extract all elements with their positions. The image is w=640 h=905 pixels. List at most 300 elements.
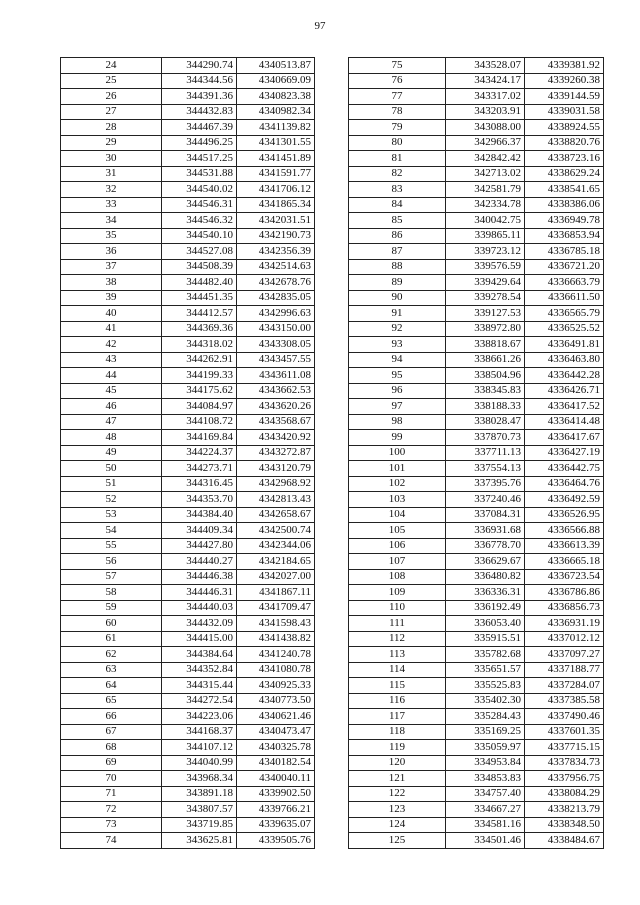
point-number-cell: 25 [61,73,162,89]
table-row [349,476,604,492]
table-row [349,771,604,787]
table-row [349,709,604,725]
table-row [61,414,315,430]
y-coordinate-cell: 4340982.34 [237,104,315,120]
table-row [349,259,604,275]
x-coordinate-cell: 344540.02 [162,182,237,198]
y-coordinate-cell: 4336566.88 [525,523,604,539]
x-coordinate-cell: 344384.64 [162,647,237,663]
x-coordinate-cell: 344496.25 [162,135,237,151]
point-number-cell: 47 [61,414,162,430]
table-row [349,461,604,477]
table-row [61,213,315,229]
point-number-cell: 112 [349,631,446,647]
table-row [61,244,315,260]
point-number-cell: 105 [349,523,446,539]
point-number-cell: 62 [61,647,162,663]
point-number-cell: 29 [61,135,162,151]
x-coordinate-cell: 334757.40 [446,786,525,802]
y-coordinate-cell: 4343611.08 [237,368,315,384]
point-number-cell: 116 [349,693,446,709]
y-coordinate-cell: 4337385.58 [525,693,604,709]
y-coordinate-cell: 4339902.50 [237,786,315,802]
y-coordinate-cell: 4343120.79 [237,461,315,477]
x-coordinate-cell: 336053.40 [446,616,525,632]
table-row [61,538,315,554]
y-coordinate-cell: 4336464.76 [525,476,604,492]
y-coordinate-cell: 4336525.52 [525,321,604,337]
point-number-cell: 41 [61,321,162,337]
table-row [61,197,315,213]
y-coordinate-cell: 4342996.63 [237,306,315,322]
point-number-cell: 95 [349,368,446,384]
table-row [61,709,315,725]
x-coordinate-cell: 344169.84 [162,430,237,446]
point-number-cell: 99 [349,430,446,446]
table-row [349,786,604,802]
y-coordinate-cell: 4337284.07 [525,678,604,694]
table-row [349,120,604,136]
x-coordinate-cell: 344318.02 [162,337,237,353]
x-coordinate-cell: 344508.39 [162,259,237,275]
table-row [61,678,315,694]
table-row [61,523,315,539]
table-row [61,600,315,616]
y-coordinate-cell: 4336463.80 [525,352,604,368]
point-number-cell: 42 [61,337,162,353]
x-coordinate-cell: 338028.47 [446,414,525,430]
x-coordinate-cell: 338972.80 [446,321,525,337]
x-coordinate-cell: 335059.97 [446,740,525,756]
table-row [349,802,604,818]
x-coordinate-cell: 339429.64 [446,275,525,291]
y-coordinate-cell: 4339260.38 [525,73,604,89]
table-row [349,213,604,229]
x-coordinate-cell: 344262.91 [162,352,237,368]
point-number-cell: 113 [349,647,446,663]
x-coordinate-cell: 334581.16 [446,817,525,833]
y-coordinate-cell: 4342344.06 [237,538,315,554]
x-coordinate-cell: 343719.85 [162,817,237,833]
y-coordinate-cell: 4337834.73 [525,755,604,771]
point-number-cell: 63 [61,662,162,678]
table-row [349,399,604,415]
table-row [349,616,604,632]
table-row [349,507,604,523]
coordinates-table-right [348,57,604,849]
y-coordinate-cell: 4342190.73 [237,228,315,244]
table-row [349,368,604,384]
x-coordinate-cell: 344546.31 [162,197,237,213]
point-number-cell: 75 [349,58,446,74]
point-number-cell: 33 [61,197,162,213]
y-coordinate-cell: 4342514.63 [237,259,315,275]
table-row [61,662,315,678]
y-coordinate-cell: 4338924.55 [525,120,604,136]
x-coordinate-cell: 344175.62 [162,383,237,399]
x-coordinate-cell: 336778.70 [446,538,525,554]
y-coordinate-cell: 4336665.18 [525,554,604,570]
point-number-cell: 40 [61,306,162,322]
point-number-cell: 37 [61,259,162,275]
point-number-cell: 104 [349,507,446,523]
y-coordinate-cell: 4337188.77 [525,662,604,678]
x-coordinate-cell: 343203.91 [446,104,525,120]
point-number-cell: 44 [61,368,162,384]
y-coordinate-cell: 4336414.48 [525,414,604,430]
y-coordinate-cell: 4336931.19 [525,616,604,632]
point-number-cell: 55 [61,538,162,554]
table-row [61,166,315,182]
x-coordinate-cell: 336931.68 [446,523,525,539]
table-row [61,771,315,787]
x-coordinate-cell: 344315.44 [162,678,237,694]
y-coordinate-cell: 4336442.75 [525,461,604,477]
point-number-cell: 71 [61,786,162,802]
x-coordinate-cell: 344517.25 [162,151,237,167]
point-number-cell: 115 [349,678,446,694]
point-number-cell: 36 [61,244,162,260]
y-coordinate-cell: 4336492.59 [525,492,604,508]
y-coordinate-cell: 4336949.78 [525,213,604,229]
x-coordinate-cell: 344415.00 [162,631,237,647]
point-number-cell: 84 [349,197,446,213]
x-coordinate-cell: 339576.59 [446,259,525,275]
x-coordinate-cell: 336480.82 [446,569,525,585]
point-number-cell: 81 [349,151,446,167]
table-row [349,817,604,833]
point-number-cell: 58 [61,585,162,601]
point-number-cell: 121 [349,771,446,787]
x-coordinate-cell: 337554.13 [446,461,525,477]
table-row [61,275,315,291]
point-number-cell: 56 [61,554,162,570]
x-coordinate-cell: 344040.99 [162,755,237,771]
table-row [61,476,315,492]
x-coordinate-cell: 344451.35 [162,290,237,306]
y-coordinate-cell: 4343620.26 [237,399,315,415]
point-number-cell: 88 [349,259,446,275]
table-row [61,89,315,105]
y-coordinate-cell: 4336442.28 [525,368,604,384]
table-row [349,151,604,167]
y-coordinate-cell: 4336565.79 [525,306,604,322]
y-coordinate-cell: 4337012.12 [525,631,604,647]
table-row [349,647,604,663]
x-coordinate-cell: 344540.10 [162,228,237,244]
x-coordinate-cell: 343317.02 [446,89,525,105]
y-coordinate-cell: 4342027.00 [237,569,315,585]
point-number-cell: 107 [349,554,446,570]
point-number-cell: 32 [61,182,162,198]
table-row [61,104,315,120]
y-coordinate-cell: 4342031.51 [237,213,315,229]
point-number-cell: 90 [349,290,446,306]
table-row [349,383,604,399]
table-row [349,554,604,570]
table-row [349,833,604,849]
y-coordinate-cell: 4342658.67 [237,507,315,523]
table-row [349,445,604,461]
point-number-cell: 45 [61,383,162,399]
table-row [349,755,604,771]
table-row [349,600,604,616]
point-number-cell: 96 [349,383,446,399]
x-coordinate-cell: 342966.37 [446,135,525,151]
y-coordinate-cell: 4340773.50 [237,693,315,709]
x-coordinate-cell: 344391.36 [162,89,237,105]
x-coordinate-cell: 344409.34 [162,523,237,539]
x-coordinate-cell: 344352.84 [162,662,237,678]
point-number-cell: 72 [61,802,162,818]
x-coordinate-cell: 343891.18 [162,786,237,802]
table-row [61,755,315,771]
table-row [61,507,315,523]
x-coordinate-cell: 334501.46 [446,833,525,849]
y-coordinate-cell: 4341080.78 [237,662,315,678]
x-coordinate-cell: 337395.76 [446,476,525,492]
point-number-cell: 48 [61,430,162,446]
y-coordinate-cell: 4338348.50 [525,817,604,833]
point-number-cell: 64 [61,678,162,694]
table-row [61,228,315,244]
point-number-cell: 26 [61,89,162,105]
point-number-cell: 76 [349,73,446,89]
table-row [61,802,315,818]
y-coordinate-cell: 4343662.53 [237,383,315,399]
y-coordinate-cell: 4340669.09 [237,73,315,89]
y-coordinate-cell: 4336856.73 [525,600,604,616]
y-coordinate-cell: 4336526.95 [525,507,604,523]
point-number-cell: 69 [61,755,162,771]
table-row [61,786,315,802]
table-row [61,399,315,415]
table-row [61,337,315,353]
coordinates-table-left [60,57,315,849]
table-row [61,151,315,167]
x-coordinate-cell: 342713.02 [446,166,525,182]
table-row [349,228,604,244]
x-coordinate-cell: 344290.74 [162,58,237,74]
y-coordinate-cell: 4338386.06 [525,197,604,213]
table-row [61,430,315,446]
table-row [349,89,604,105]
point-number-cell: 93 [349,337,446,353]
table-row [349,244,604,260]
table-row [61,182,315,198]
point-number-cell: 80 [349,135,446,151]
y-coordinate-cell: 4336417.52 [525,399,604,415]
table-row [61,569,315,585]
table-row [61,647,315,663]
point-number-cell: 122 [349,786,446,802]
x-coordinate-cell: 334667.27 [446,802,525,818]
point-number-cell: 118 [349,724,446,740]
point-number-cell: 97 [349,399,446,415]
x-coordinate-cell: 344531.88 [162,166,237,182]
point-number-cell: 39 [61,290,162,306]
x-coordinate-cell: 343528.07 [446,58,525,74]
x-coordinate-cell: 338188.33 [446,399,525,415]
point-number-cell: 94 [349,352,446,368]
y-coordinate-cell: 4338084.29 [525,786,604,802]
y-coordinate-cell: 4341865.34 [237,197,315,213]
y-coordinate-cell: 4336426.71 [525,383,604,399]
x-coordinate-cell: 339278.54 [446,290,525,306]
y-coordinate-cell: 4336613.39 [525,538,604,554]
x-coordinate-cell: 344527.08 [162,244,237,260]
y-coordinate-cell: 4342678.76 [237,275,315,291]
y-coordinate-cell: 4341139.82 [237,120,315,136]
y-coordinate-cell: 4340823.38 [237,89,315,105]
x-coordinate-cell: 344107.12 [162,740,237,756]
x-coordinate-cell: 344223.06 [162,709,237,725]
y-coordinate-cell: 4341451.89 [237,151,315,167]
point-number-cell: 27 [61,104,162,120]
x-coordinate-cell: 337870.73 [446,430,525,446]
table-row [349,414,604,430]
point-number-cell: 68 [61,740,162,756]
point-number-cell: 120 [349,755,446,771]
table-row [61,135,315,151]
table-row [61,290,315,306]
x-coordinate-cell: 344440.03 [162,600,237,616]
table-row [61,368,315,384]
table-row [349,182,604,198]
y-coordinate-cell: 4338820.76 [525,135,604,151]
y-coordinate-cell: 4336785.18 [525,244,604,260]
point-number-cell: 31 [61,166,162,182]
x-coordinate-cell: 343424.17 [446,73,525,89]
x-coordinate-cell: 344446.31 [162,585,237,601]
y-coordinate-cell: 4338484.67 [525,833,604,849]
table-row [61,833,315,849]
table-row [349,662,604,678]
y-coordinate-cell: 4336853.94 [525,228,604,244]
point-number-cell: 83 [349,182,446,198]
point-number-cell: 49 [61,445,162,461]
y-coordinate-cell: 4342835.05 [237,290,315,306]
table-row [349,290,604,306]
x-coordinate-cell: 344440.27 [162,554,237,570]
x-coordinate-cell: 343807.57 [162,802,237,818]
point-number-cell: 85 [349,213,446,229]
x-coordinate-cell: 338661.26 [446,352,525,368]
x-coordinate-cell: 343968.34 [162,771,237,787]
y-coordinate-cell: 4339031.58 [525,104,604,120]
table-row [349,538,604,554]
x-coordinate-cell: 343088.00 [446,120,525,136]
x-coordinate-cell: 337240.46 [446,492,525,508]
x-coordinate-cell: 335915.51 [446,631,525,647]
table-row [349,724,604,740]
point-number-cell: 109 [349,585,446,601]
y-coordinate-cell: 4340925.33 [237,678,315,694]
x-coordinate-cell: 344412.57 [162,306,237,322]
x-coordinate-cell: 344369.36 [162,321,237,337]
y-coordinate-cell: 4341867.11 [237,585,315,601]
y-coordinate-cell: 4340182.54 [237,755,315,771]
point-number-cell: 78 [349,104,446,120]
x-coordinate-cell: 343625.81 [162,833,237,849]
x-coordinate-cell: 335651.57 [446,662,525,678]
y-coordinate-cell: 4338629.24 [525,166,604,182]
x-coordinate-cell: 342334.78 [446,197,525,213]
x-coordinate-cell: 335782.68 [446,647,525,663]
point-number-cell: 61 [61,631,162,647]
y-coordinate-cell: 4343568.67 [237,414,315,430]
x-coordinate-cell: 344432.09 [162,616,237,632]
y-coordinate-cell: 4343150.00 [237,321,315,337]
table-row [349,523,604,539]
table-row [61,616,315,632]
x-coordinate-cell: 344446.38 [162,569,237,585]
point-number-cell: 67 [61,724,162,740]
table-row [61,306,315,322]
table-row [61,554,315,570]
point-number-cell: 50 [61,461,162,477]
point-number-cell: 77 [349,89,446,105]
table-row [61,352,315,368]
table-row [349,337,604,353]
table-row [349,135,604,151]
x-coordinate-cell: 339723.12 [446,244,525,260]
y-coordinate-cell: 4337956.75 [525,771,604,787]
x-coordinate-cell: 336336.31 [446,585,525,601]
x-coordinate-cell: 340042.75 [446,213,525,229]
point-number-cell: 89 [349,275,446,291]
point-number-cell: 65 [61,693,162,709]
y-coordinate-cell: 4336427.19 [525,445,604,461]
x-coordinate-cell: 338345.83 [446,383,525,399]
point-number-cell: 57 [61,569,162,585]
point-number-cell: 73 [61,817,162,833]
point-number-cell: 106 [349,538,446,554]
table-row [61,461,315,477]
point-number-cell: 114 [349,662,446,678]
x-coordinate-cell: 337084.31 [446,507,525,523]
table-row [349,73,604,89]
y-coordinate-cell: 4342968.92 [237,476,315,492]
point-number-cell: 82 [349,166,446,182]
point-number-cell: 123 [349,802,446,818]
table-row [61,585,315,601]
x-coordinate-cell: 334953.84 [446,755,525,771]
y-coordinate-cell: 4341706.12 [237,182,315,198]
x-coordinate-cell: 344353.70 [162,492,237,508]
x-coordinate-cell: 342581.79 [446,182,525,198]
table-row [349,693,604,709]
y-coordinate-cell: 4341240.78 [237,647,315,663]
point-number-cell: 125 [349,833,446,849]
y-coordinate-cell: 4340325.78 [237,740,315,756]
y-coordinate-cell: 4341438.82 [237,631,315,647]
point-number-cell: 30 [61,151,162,167]
x-coordinate-cell: 336629.67 [446,554,525,570]
table-row [349,104,604,120]
table-row [349,275,604,291]
y-coordinate-cell: 4342356.39 [237,244,315,260]
table-row [349,58,604,74]
point-number-cell: 110 [349,600,446,616]
point-number-cell: 60 [61,616,162,632]
y-coordinate-cell: 4341709.47 [237,600,315,616]
x-coordinate-cell: 335284.43 [446,709,525,725]
x-coordinate-cell: 344084.97 [162,399,237,415]
y-coordinate-cell: 4343457.55 [237,352,315,368]
point-number-cell: 34 [61,213,162,229]
point-number-cell: 28 [61,120,162,136]
